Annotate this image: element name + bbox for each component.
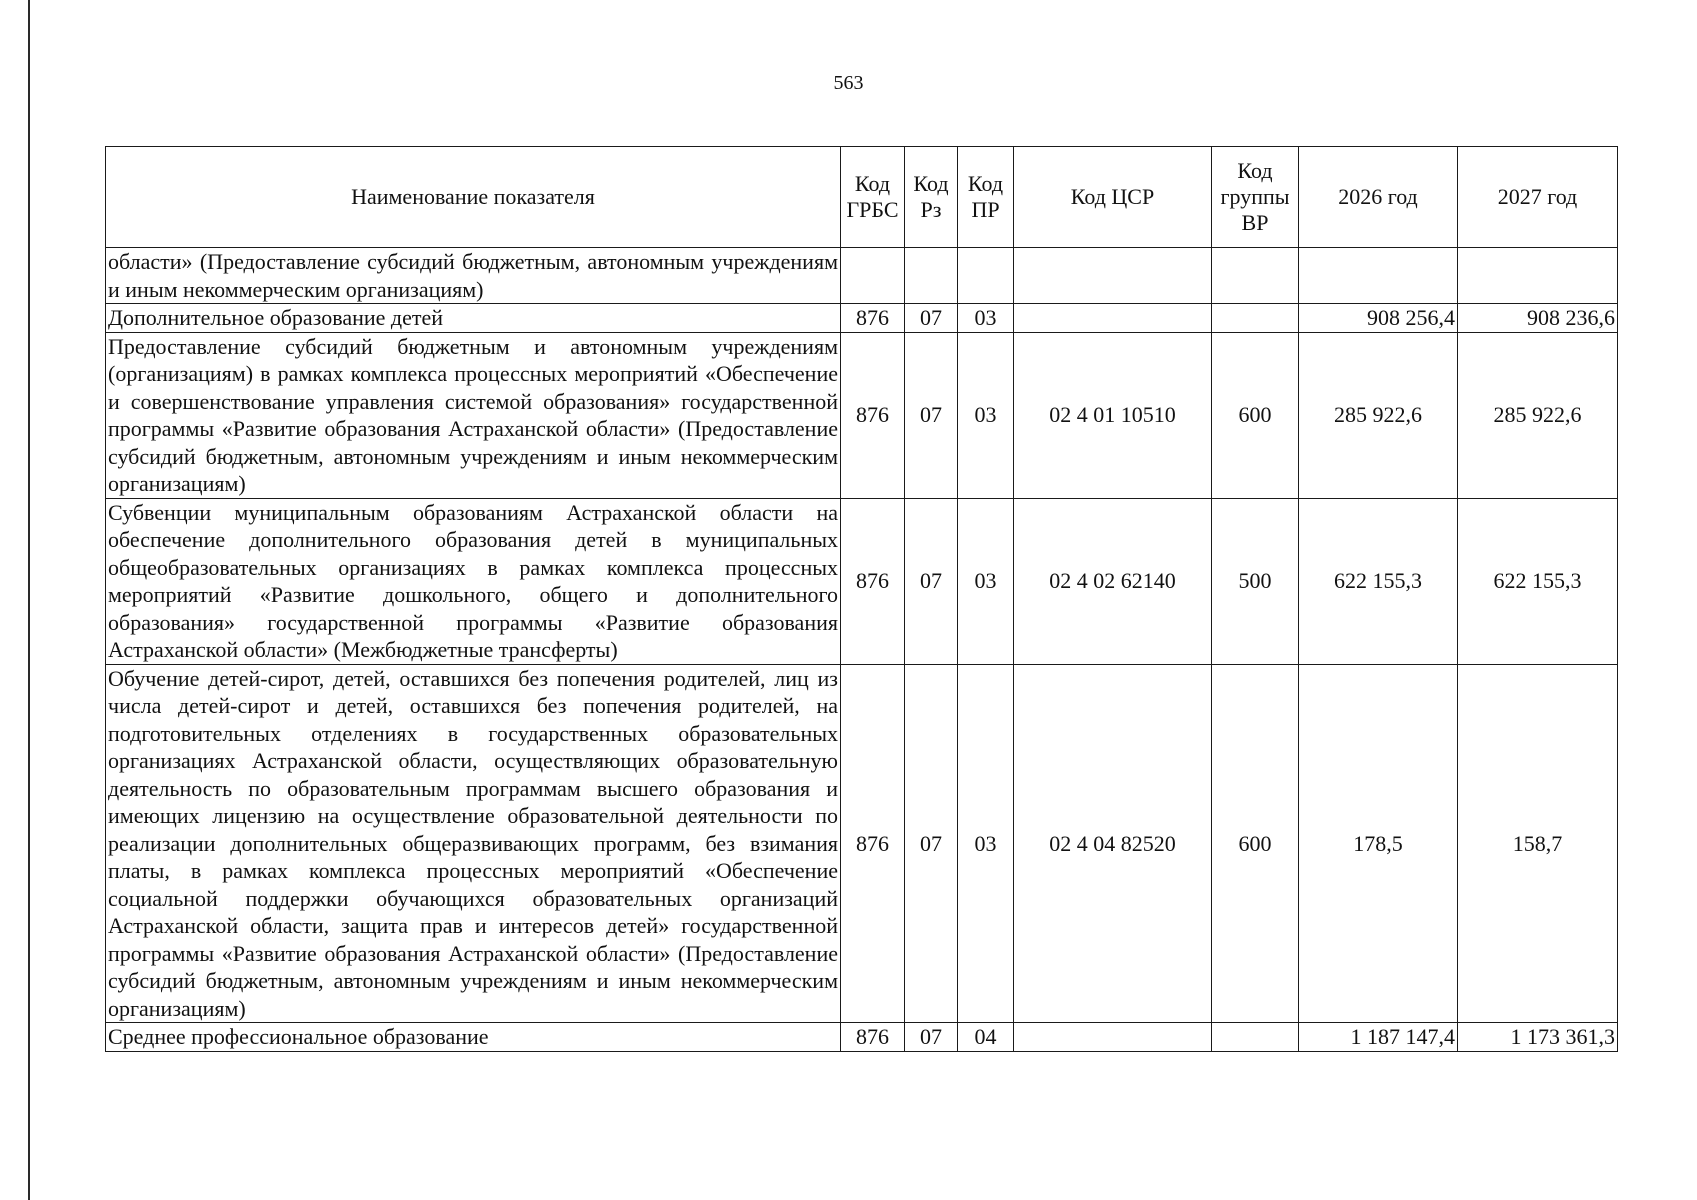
row-2027	[1458, 248, 1618, 304]
row-name: области» (Предоставление субсидий бюджетным, автономным учреждениям и иным некоммерческим организациям)	[106, 248, 841, 304]
row-grbs	[841, 248, 905, 304]
header-grbs: Код ГРБС	[841, 147, 905, 248]
row-2027: 908 236,6	[1458, 304, 1618, 333]
row-grbs: 876	[841, 1023, 905, 1052]
row-pr	[958, 248, 1014, 304]
table-row	[106, 304, 1618, 333]
row-2026: 622 155,3	[1299, 498, 1458, 664]
row-csr	[1014, 304, 1212, 333]
row-2026: 285 922,6	[1299, 332, 1458, 498]
row-name: Обучение детей-сирот, детей, оставшихся без попечения родителей, лиц из числа детей-сирот и детей, оставшихся без попечения родителей, на подготовительных отделениях в государственных образовательных организациях Астраханской области, осуществляющих образовательную деятельность по образовательным программам высшего образования и имеющих лицензию на осуществление образовательной деятельности по реализации дополнительных общеразвивающих программ, без взимания платы, в рамках комплекса процессных мероприятий «Обеспечение социальной поддержки обучающихся образовательных организаций Астраханской области, защита прав и интересов детей» государственной программы «Развитие образования Астраханской области» (Предоставление субсидий бюджетным, автономным учреждениям и иным некоммерческим организациям)	[106, 664, 841, 1023]
row-name: Дополнительное образование детей	[106, 304, 841, 333]
row-2027: 622 155,3	[1458, 498, 1618, 664]
row-grbs: 876	[841, 332, 905, 498]
row-pr: 03	[958, 332, 1014, 498]
row-vr	[1212, 248, 1299, 304]
header-csr: Код ЦСР	[1014, 147, 1212, 248]
table-row	[106, 1023, 1618, 1052]
row-vr	[1212, 1023, 1299, 1052]
row-rz: 07	[905, 332, 958, 498]
row-2026: 908 256,4	[1299, 304, 1458, 333]
row-2026: 178,5	[1299, 664, 1458, 1023]
row-vr: 600	[1212, 664, 1299, 1023]
row-csr: 02 4 01 10510	[1014, 332, 1212, 498]
header-pr: Код ПР	[958, 147, 1014, 248]
header-2027: 2027 год	[1458, 147, 1618, 248]
row-pr: 04	[958, 1023, 1014, 1052]
row-csr: 02 4 04 82520	[1014, 664, 1212, 1023]
row-pr: 03	[958, 304, 1014, 333]
row-csr	[1014, 248, 1212, 304]
row-pr: 03	[958, 498, 1014, 664]
row-grbs: 876	[841, 498, 905, 664]
table-row	[106, 498, 1618, 664]
row-vr	[1212, 304, 1299, 333]
header-rz: Код Рз	[905, 147, 958, 248]
row-2027: 158,7	[1458, 664, 1618, 1023]
row-rz: 07	[905, 664, 958, 1023]
row-2026: 1 187 147,4	[1299, 1023, 1458, 1052]
page-number: 563	[833, 72, 864, 94]
header-vr: Код группы ВР	[1212, 147, 1299, 248]
budget-table	[105, 146, 1618, 1052]
row-rz: 07	[905, 304, 958, 333]
row-csr: 02 4 02 62140	[1014, 498, 1212, 664]
header-2026: 2026 год	[1299, 147, 1458, 248]
binding-margin-line	[28, 0, 30, 1200]
table-header-row	[106, 147, 1618, 248]
table-row	[106, 664, 1618, 1023]
row-2027: 1 173 361,3	[1458, 1023, 1618, 1052]
row-grbs: 876	[841, 304, 905, 333]
row-rz: 07	[905, 498, 958, 664]
row-rz	[905, 248, 958, 304]
table-row	[106, 332, 1618, 498]
table-row	[106, 248, 1618, 304]
row-vr: 500	[1212, 498, 1299, 664]
row-name: Предоставление субсидий бюджетным и автономным учреждениям (организациям) в рамках комплекса процессных мероприятий «Обеспечение и совершенствование управления системой образования» государственной программы «Развитие образования Астраханской области» (Предоставление субсидий бюджетным, автономным учреждениям и иным некоммерческим организациям)	[106, 332, 841, 498]
row-2027: 285 922,6	[1458, 332, 1618, 498]
row-csr	[1014, 1023, 1212, 1052]
row-grbs: 876	[841, 664, 905, 1023]
row-name: Среднее профессиональное образование	[106, 1023, 841, 1052]
row-rz: 07	[905, 1023, 958, 1052]
header-name: Наименование показателя	[106, 147, 841, 248]
row-vr: 600	[1212, 332, 1299, 498]
row-name: Субвенции муниципальным образованиям Астраханской области на обеспечение дополнительного образования детей в муниципальных общеобразовательных организациях в рамках комплекса процессных мероприятий «Развитие дошкольного, общего и дополнительного образования» государственной программы «Развитие образования Астраханской области» (Межбюджетные трансферты)	[106, 498, 841, 664]
row-pr: 03	[958, 664, 1014, 1023]
row-2026	[1299, 248, 1458, 304]
